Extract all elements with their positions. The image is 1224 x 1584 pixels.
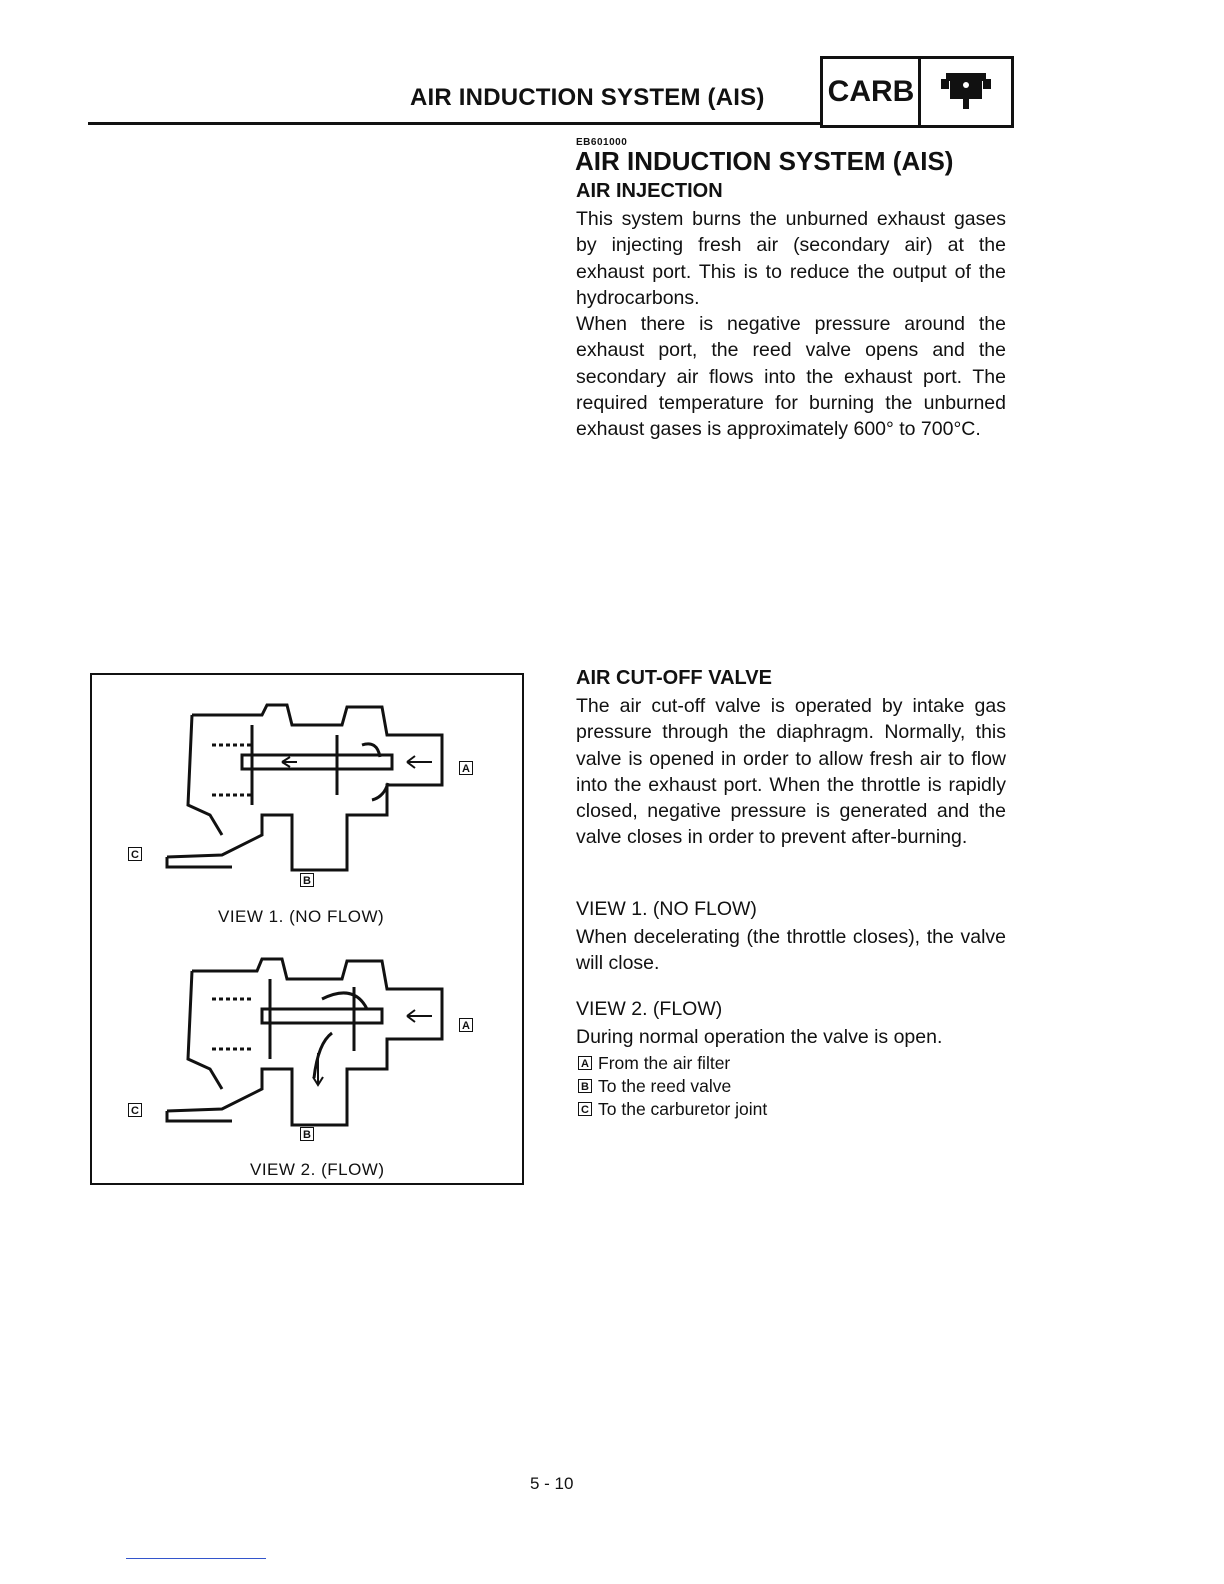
view1-caption: VIEW 1. (NO FLOW) bbox=[218, 907, 385, 926]
legend-item bbox=[578, 1098, 767, 1121]
legend-text: To the carburetor joint bbox=[598, 1098, 768, 1119]
legend-key: A bbox=[578, 1056, 592, 1070]
legend-key: B bbox=[578, 1079, 592, 1093]
view2-heading: VIEW 2. (FLOW) bbox=[576, 998, 723, 1020]
page-number: 5 - 10 bbox=[530, 1474, 574, 1493]
view1-text: When decelerating (the throttle closes), the valve will close. bbox=[576, 926, 1006, 975]
view1-heading: VIEW 1. (NO FLOW) bbox=[576, 898, 757, 920]
carburetor-icon bbox=[921, 59, 1011, 125]
legend-text: To the reed valve bbox=[598, 1075, 732, 1096]
legend-key: C bbox=[578, 1102, 592, 1116]
section-title: AIR INDUCTION SYSTEM (AIS) bbox=[575, 146, 954, 176]
carburetor-icon-box bbox=[918, 56, 1014, 128]
footer-line bbox=[126, 1558, 266, 1559]
view2-caption: VIEW 2. (FLOW) bbox=[250, 1160, 385, 1179]
legend-text: From the air filter bbox=[598, 1053, 731, 1073]
legend bbox=[578, 1052, 767, 1120]
cutoff-para: The air cut-off valve is operated by intake gas pressure through the diaphragm. Normally, this valve is opened in order to allow fresh air to flow into the exhaust port. When the throttle is rapidly closed, negative pressure is generated and the valve closes in order to prevent after-burning. bbox=[576, 695, 1006, 849]
air-injection-para2: When there is negative pressure around the exhaust port, the reed valve opens and the secondary air flows into the exhaust port. The required temperature for burning the unburned exhaust gases is approximately 600° to 700°C. bbox=[576, 313, 1006, 441]
header-rule bbox=[88, 122, 820, 125]
fig-label-b: B bbox=[300, 873, 314, 887]
cutoff-heading: AIR CUT-OFF VALVE bbox=[576, 667, 772, 689]
fig-label-b: B bbox=[300, 1127, 314, 1141]
fig-label-a: A bbox=[459, 1018, 473, 1032]
legend-item bbox=[578, 1075, 767, 1098]
legend-item bbox=[578, 1052, 767, 1075]
valve-figure bbox=[90, 673, 524, 1185]
section-code: EB601000 bbox=[576, 137, 628, 148]
air-injection-para1: This system burns the unburned exhaust gases by injecting fresh air (secondary air) at the exhaust port. This is to reduce the output of the hydrocarbons. bbox=[576, 208, 1006, 309]
carb-badge: CARB bbox=[820, 56, 919, 128]
fig-label-c: C bbox=[128, 1103, 142, 1117]
fig-label-c: C bbox=[128, 847, 142, 861]
air-injection-heading: AIR INJECTION bbox=[576, 180, 723, 202]
view2-text: During normal operation the valve is open. bbox=[576, 1026, 943, 1048]
header-title: AIR INDUCTION SYSTEM (AIS) bbox=[410, 84, 765, 111]
fig-label-a: A bbox=[459, 761, 473, 775]
